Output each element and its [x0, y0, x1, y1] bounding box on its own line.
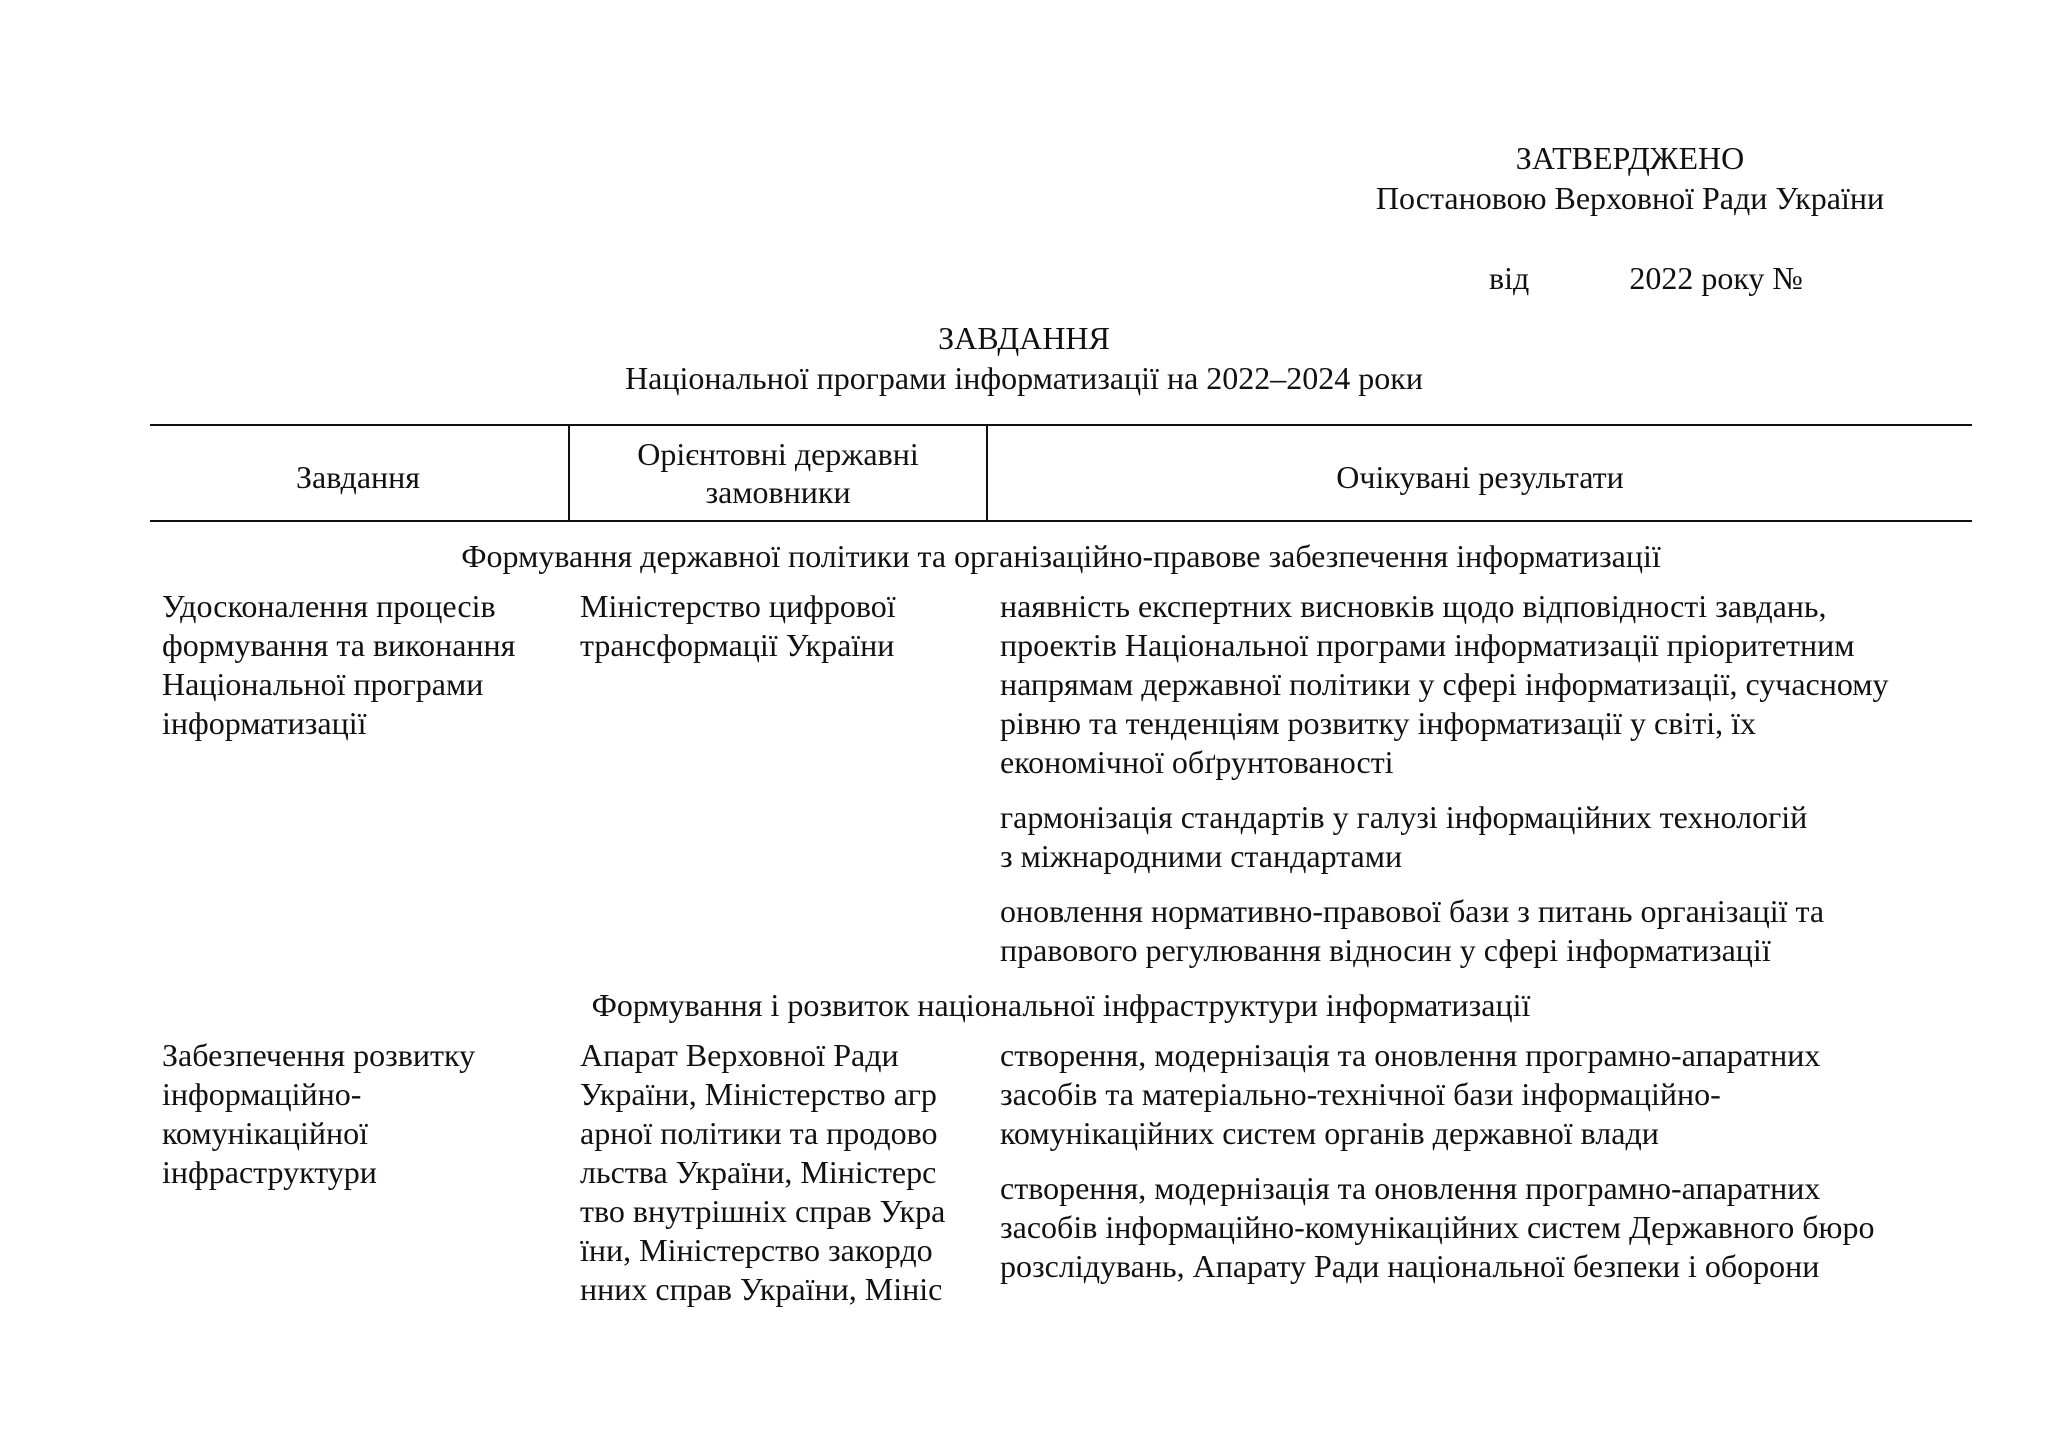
result-item: [1000, 1168, 1970, 1285]
result-line: економічної обґрунтованості: [1000, 744, 1394, 780]
approval-date: [1320, 218, 1940, 296]
task-line: Національної програми: [162, 666, 484, 702]
result-item: [1000, 1035, 1970, 1152]
results-cell: [1000, 586, 1970, 969]
customer-line: Апарат Верховної Ради: [580, 1037, 899, 1073]
task-line: Удосконалення процесів: [162, 588, 496, 624]
result-line: засобів та матеріально-технічної бази інформаційно-: [1000, 1076, 1721, 1112]
result-line: наявність експертних висновків щодо відповідності завдань,: [1000, 588, 1827, 624]
approval-by: Постановою Верховної Ради України: [1375, 180, 1885, 216]
customer-line: арної політики та продово: [580, 1115, 938, 1151]
result-item: [1000, 891, 1970, 969]
customer-line: нних справ України, Мініс: [580, 1271, 943, 1307]
document-subtitle: Національної програми інформатизації на 2022–2024 роки: [625, 360, 1423, 396]
customer-line: України, Міністерство агр: [580, 1076, 937, 1112]
header-customers-line: замовники: [705, 474, 851, 510]
header-customers-line: Орієнтовні державні: [637, 436, 919, 472]
tasks-table: [150, 424, 1972, 1307]
table-header: [150, 424, 1972, 522]
table-body: [150, 536, 1972, 1307]
task-line: формування та виконання: [162, 627, 516, 663]
section-title: Формування і розвиток національної інфраструктури інформатизації: [591, 987, 1531, 1023]
header-task: Завдання: [296, 459, 420, 495]
result-line: рівню та тенденціям розвитку інформатизації у світі, їх: [1000, 705, 1756, 741]
result-item: [1000, 797, 1970, 875]
task-line: комунікаційної: [162, 1115, 368, 1151]
table-row: [150, 586, 1972, 969]
header-customers: [568, 426, 988, 520]
document-heading: ЗАВДАННЯ: [938, 320, 1110, 356]
result-line: розслідувань, Апарату Ради національної безпеки і оборони: [1000, 1248, 1820, 1284]
customer-line: тво внутрішніх справ Укра: [580, 1193, 946, 1229]
task-line: Забезпечення розвитку: [162, 1037, 476, 1073]
task-line: інформатизації: [162, 705, 367, 741]
result-line: засобів інформаційно-комунікаційних систем Державного бюро: [1000, 1209, 1875, 1245]
customer-cell: [580, 586, 980, 664]
approval-block: [1320, 138, 1940, 296]
result-line: з міжнародними стандартами: [1000, 838, 1403, 874]
document-title: [0, 318, 2048, 398]
header-results: Очікувані результати: [1336, 459, 1624, 495]
result-line: правового регулювання відносин у сфері інформатизації: [1000, 932, 1771, 968]
customer-line: Міністерство цифрової: [580, 588, 896, 624]
task-line: інфраструктури: [162, 1154, 377, 1190]
result-item: [1000, 586, 1970, 781]
result-line: створення, модернізація та оновлення програмно-апаратних: [1000, 1170, 1821, 1206]
result-line: створення, модернізація та оновлення програмно-апаратних: [1000, 1037, 1821, 1073]
approval-date-prefix: від: [1489, 260, 1530, 296]
task-cell: [162, 586, 562, 742]
result-line: проектів Національної програми інформатизації пріоритетним: [1000, 627, 1855, 663]
task-line: інформаційно-: [162, 1076, 362, 1112]
approval-status: ЗАТВЕРДЖЕНО: [1515, 140, 1745, 176]
approval-date-suffix: 2022 року №: [1629, 260, 1803, 296]
results-cell: [1000, 1035, 1970, 1285]
result-line: напрямам державної політики у сфері інформатизації, сучасному: [1000, 666, 1889, 702]
section-title: Формування державної політики та організаційно-правове забезпечення інформатизації: [461, 538, 1661, 574]
customer-line: трансформації України: [580, 627, 895, 663]
task-cell: [162, 1035, 562, 1191]
result-line: комунікаційних систем органів державної влади: [1000, 1115, 1659, 1151]
customer-line: льства України, Міністерс: [580, 1154, 937, 1190]
table-row: [150, 1035, 1972, 1307]
result-line: гармонізація стандартів у галузі інформаційних технологій: [1000, 799, 1808, 835]
customer-cell: [580, 1035, 980, 1308]
customer-line: їни, Міністерство закордо: [580, 1232, 933, 1268]
result-line: оновлення нормативно-правової бази з питань організації та: [1000, 893, 1825, 929]
